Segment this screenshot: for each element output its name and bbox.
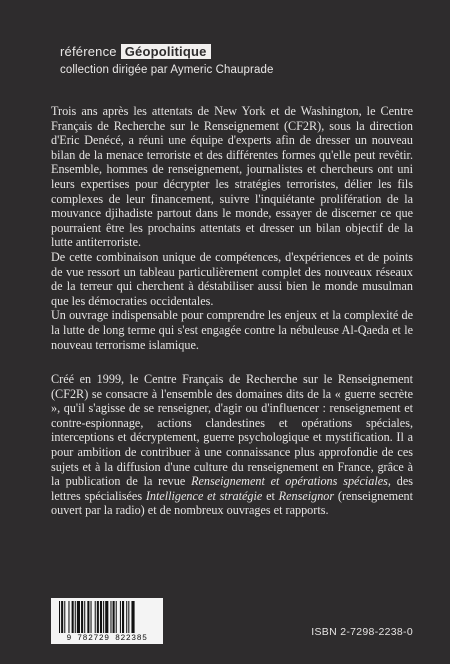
revue-title: Renseignement et opérations spéciales bbox=[191, 474, 388, 489]
paragraph-summary: Trois ans après les attentats de New York et de Washington, le Centre Français de Recherche sur le Renseignement (CF2R), sous la direction d'Eric Denécé, a réuni une équipe d'experts afin de dresser un nouveau bilan de la menace terroriste et des différentes formes qu'elle peut revêtir. Ensemble, hommes de renseignement, journalistes et chercheurs ont uni leurs expertises pour décrypter les stratégies terroristes, délier les fils complexes de leur financement, suivre l'inquiétante prolifération de la mouvance djihadiste partout dans le monde, essayer de discerner ce que pourraient être les prochains attentats et dresser un bilan objectif de la lutte antiterroriste. bbox=[51, 104, 413, 250]
back-cover-text bbox=[51, 104, 413, 518]
cf2r-text-d: (renseignement ouvert par la radio) et de nombreux ouvrages et rapports. bbox=[51, 488, 414, 518]
paragraph-combination: De cette combinaison unique de compétences, d'expériences et de points de vue ressort un tableau particulièrement complet des nouveaux réseaux de la terreur qui cherchent à déstabiliser aussi bien le monde musulman que les démocraties occidentales. bbox=[51, 249, 413, 308]
collection-editor: collection dirigée par Aymeric Chauprade bbox=[60, 64, 274, 76]
paragraph-essential: Un ouvrage indispensable pour comprendre les enjeux et la complexité de la lutte de long terme qui s'est engagée contre la nébuleuse Al-Qaeda et le nouveau terrorisme islamique. bbox=[51, 308, 413, 352]
letter-title-2: Renseignor bbox=[278, 488, 335, 503]
series-name: Géopolitique bbox=[121, 44, 211, 59]
cf2r-text-b: , des lettres spécialisées bbox=[51, 474, 413, 503]
series-header bbox=[60, 44, 273, 76]
series-prefix: référence bbox=[60, 44, 117, 59]
paragraph-cf2r bbox=[51, 372, 413, 518]
barcode-bars-icon bbox=[51, 598, 163, 634]
isbn: ISBN 2-7298-2238-0 bbox=[311, 626, 413, 638]
series-line bbox=[60, 44, 273, 60]
barcode-digits: 9 782729 822385 bbox=[66, 634, 148, 643]
barcode bbox=[51, 598, 163, 644]
cf2r-text-a: Créé en 1999, le Centre Français de Recherche sur le Renseignement (CF2R) se consacre à l'ensemble des domaines dits de la « guerre secrète », qu'il s'agisse de se renseigner, d'agir ou d'influencer : renseignement et contre-espionnage, actions clandestines et opérations spéciales, interceptions et décryptement, guerre psychologique et mystification. Il a pour ambition de contribuer à une connaissance plus approfondie de ces sujets et à la diffusion d'une culture du renseignement en France, grâce à la publication de la revue bbox=[51, 372, 413, 489]
letter-title-1: Intelligence et stratégie bbox=[145, 488, 263, 503]
cf2r-text-c: et bbox=[262, 488, 279, 503]
